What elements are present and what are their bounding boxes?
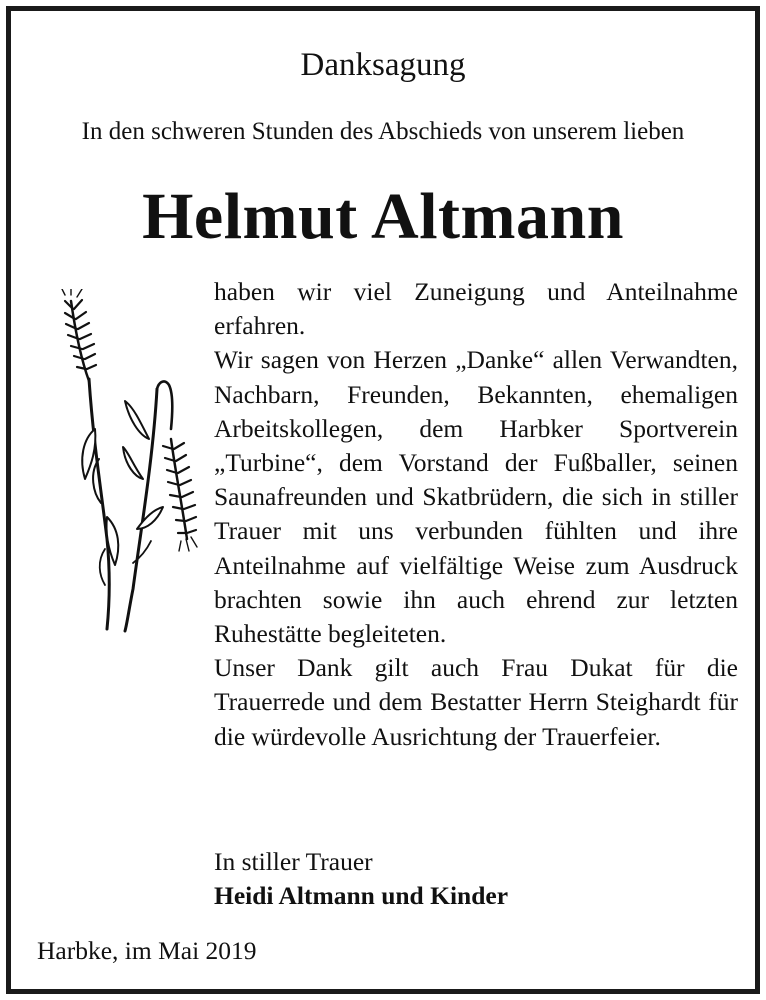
place-date: Harbke, im Mai 2019 xyxy=(37,936,257,965)
notice-intro: In den schweren Stunden des Abschieds von unserem lieben xyxy=(81,118,685,145)
body-paragraph-2: Wir sagen von Herzen „Danke“ allen Verwandten, Nachbarn, Freunden, Bekannten, ehemaligen Arbeitskollegen, dem Harbker Sportverein „Turbine“, dem Vorstand der Fußballer, seinen Saunafreunden und Skatbrüdern, die sich in stiller Trauer mit uns verbunden fühlten und ihre Anteilnahme auf vielfältige Weise zum Ausdruck brachten sowie ihn auch ehrend zur letzten Ruhestätte begleiteten. xyxy=(214,345,738,649)
wheat-ears-icon xyxy=(49,289,209,634)
notice-closing xyxy=(214,845,738,913)
notice-frame xyxy=(6,6,760,994)
signer-name: Heidi Altmann und Kinder xyxy=(214,881,509,910)
notice-body xyxy=(214,275,738,754)
body-paragraph-1: haben wir viel Zuneigung und Anteilnahme erfahren. xyxy=(214,277,738,341)
body-paragraph-3: Unser Dank gilt auch Frau Dukat für die Trauerrede und dem Bestatter Herrn Steighardt für die würdevolle Ausrichtung der Trauerfeier. xyxy=(214,653,738,751)
closing-phrase: In stiller Trauer xyxy=(214,847,373,876)
deceased-name: Helmut Altmann xyxy=(142,180,624,253)
notice-heading: Danksagung xyxy=(300,47,466,83)
